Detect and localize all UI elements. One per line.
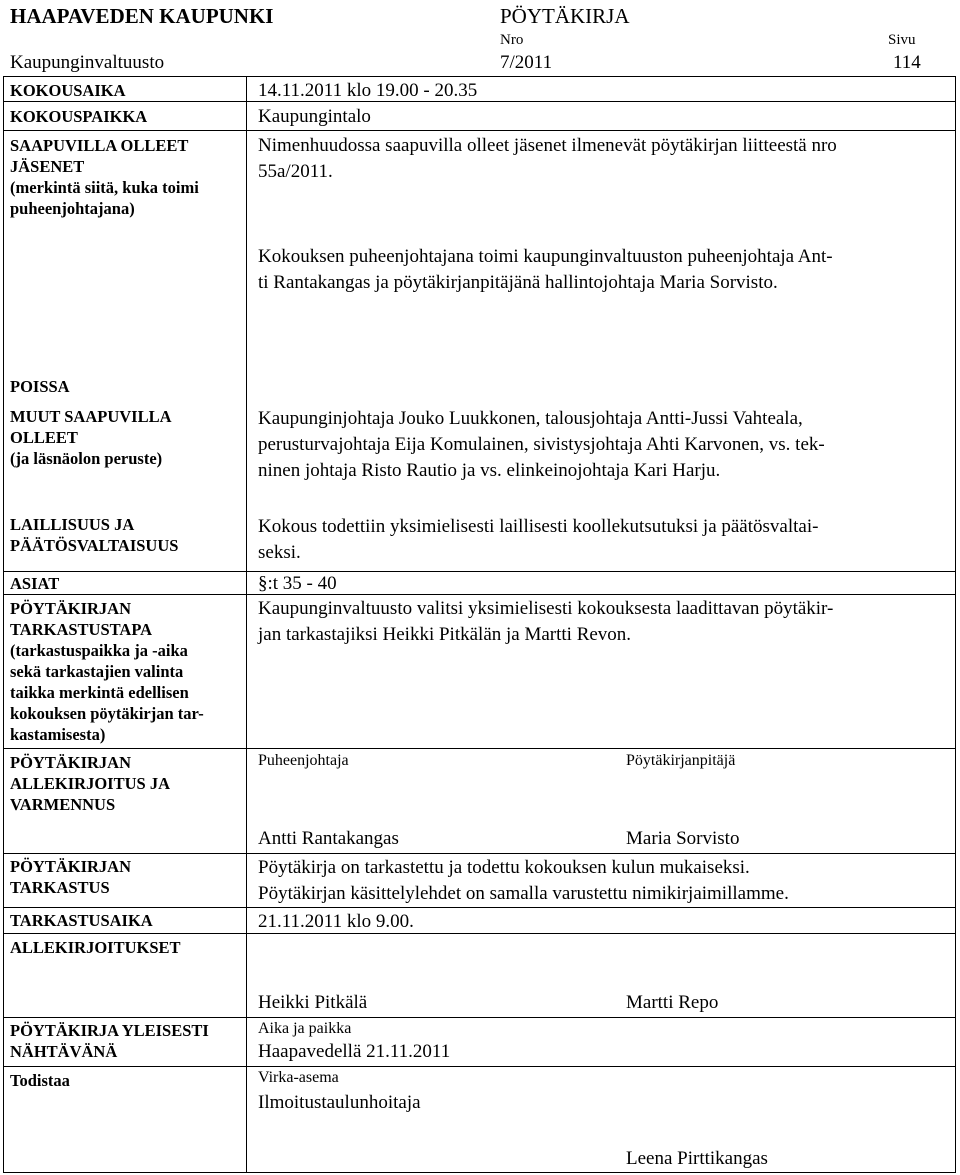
meeting-place-label: KOKOUSPAIKKA	[10, 107, 148, 126]
public-display-label	[10, 1020, 209, 1062]
review-time-value: 21.11.2011 klo 9.00.	[258, 911, 414, 932]
text-line: Kokous todettiin yksimielisesti laillisesti koollekutsutuksi ja päätösvaltai-	[258, 516, 819, 537]
nro-value: 7/2011	[500, 52, 553, 73]
review-time-label: TARKASTUSAIKA	[10, 911, 153, 930]
time-place-value: Haapavedellä 21.11.2011	[258, 1041, 451, 1062]
label-line: PÖYTÄKIRJA YLEISESTI	[10, 1021, 209, 1040]
position-value: Ilmoitustaulunhoitaja	[258, 1092, 421, 1113]
label-line: ALLEKIRJOITUS JA	[10, 774, 170, 793]
label-line: kokouksen pöytäkirjan tar-	[10, 704, 204, 723]
time-place-label: Aika ja paikka	[258, 1020, 352, 1037]
document-type: PÖYTÄKIRJA	[500, 4, 630, 28]
meeting-time-label: KOKOUSAIKA	[10, 81, 126, 100]
label-line: OLLEET	[10, 428, 78, 447]
row-divider	[3, 101, 956, 102]
row-divider	[3, 1017, 956, 1018]
row-divider	[3, 748, 956, 749]
label-line: sekä tarkastajien valinta	[10, 662, 184, 681]
text-line: 55a/2011.	[258, 161, 333, 182]
signatures-label: ALLEKIRJOITUKSET	[10, 938, 181, 957]
present-members-text	[258, 133, 837, 185]
row-divider	[3, 1066, 956, 1067]
label-line: NÄHTÄVÄNÄ	[10, 1042, 118, 1061]
secretary-name: Maria Sorvisto	[626, 828, 740, 849]
label-line: PÄÄTÖSVALTAISUUS	[10, 536, 179, 555]
label-line: VARMENNUS	[10, 795, 116, 814]
secretary-role: Pöytäkirjanpitäjä	[626, 752, 736, 769]
legality-text	[258, 514, 818, 566]
meeting-time-value: 14.11.2011 klo 19.00 - 20.35	[258, 80, 478, 101]
meeting-place-value: Kaupungintalo	[258, 106, 371, 127]
page-number: 114	[893, 52, 921, 73]
row-divider	[3, 907, 956, 908]
organization-name: HAAPAVEDEN KAUPUNKI	[10, 4, 274, 28]
certifier-name: Leena Pirttikangas	[626, 1148, 768, 1169]
page-label: Sivu	[888, 32, 916, 48]
absent-label: POISSA	[10, 377, 70, 396]
chair-text	[258, 244, 833, 296]
row-divider	[3, 571, 956, 572]
review-text	[258, 855, 789, 907]
label-line: MUUT SAAPUVILLA	[10, 407, 172, 426]
label-line: (ja läsnäolon peruste)	[10, 449, 163, 468]
row-divider	[3, 594, 956, 595]
frame-top-line	[3, 76, 956, 77]
text-line: Kaupunginjohtaja Jouko Luukkonen, talousjohtaja Antti-Jussi Vahteala,	[258, 408, 803, 429]
row-divider	[3, 853, 956, 854]
nro-label: Nro	[500, 32, 524, 48]
text-line: ti Rantakangas ja pöytäkirjanpitäjänä hallintojohtaja Maria Sorvisto.	[258, 272, 778, 293]
signature-label	[10, 752, 170, 815]
text-line: Pöytäkirjan käsittelylehdet on samalla varustettu nimikirjaimillamme.	[258, 883, 789, 904]
review-label	[10, 856, 131, 898]
label-line: kastamisesta)	[10, 725, 106, 744]
label-line: TARKASTUSTAPA	[10, 620, 153, 639]
text-line: perusturvajohtaja Eija Komulainen, sivistysjohtaja Ahti Karvonen, vs. tek-	[258, 434, 825, 455]
text-line: Nimenhuudossa saapuvilla olleet jäsenet ilmenevät pöytäkirjan liitteestä nro	[258, 135, 837, 156]
label-line: taikka merkintä edellisen	[10, 683, 189, 702]
review-method-text	[258, 596, 833, 648]
body-name: Kaupunginvaltuusto	[10, 52, 165, 73]
label-line: PÖYTÄKIRJAN	[10, 857, 132, 876]
row-divider	[3, 933, 956, 934]
label-line: SAAPUVILLA OLLEET	[10, 136, 189, 155]
row-divider	[3, 130, 956, 131]
label-line: (merkintä siitä, kuka toimi	[10, 178, 199, 197]
label-line: PÖYTÄKIRJAN	[10, 599, 132, 618]
text-line: Kaupunginvaltuusto valitsi yksimielisesti kokouksesta laadittavan pöytäkir-	[258, 598, 834, 619]
label-line: TARKASTUS	[10, 878, 110, 897]
label-line: LAILLISUUS JA	[10, 515, 135, 534]
chair-role: Puheenjohtaja	[258, 752, 349, 769]
text-line: Pöytäkirja on tarkastettu ja todettu kokouksen kulun mukaiseksi.	[258, 857, 750, 878]
legality-label	[10, 514, 178, 556]
frame-right-line	[955, 76, 956, 1172]
column-divider	[246, 76, 247, 1172]
text-line: jan tarkastajiksi Heikki Pitkälän ja Martti Revon.	[258, 624, 632, 645]
items-label: ASIAT	[10, 574, 60, 593]
position-label: Virka-asema	[258, 1069, 339, 1086]
label-line: (tarkastuspaikka ja -aika	[10, 641, 188, 660]
present-members-label	[10, 135, 199, 219]
review-method-label	[10, 598, 204, 745]
frame-left-line	[3, 76, 4, 1172]
reviewer-2-name: Martti Repo	[626, 992, 719, 1013]
reviewer-1-name: Heikki Pitkälä	[258, 992, 368, 1013]
others-present-label	[10, 406, 172, 469]
certify-label: Todistaa	[10, 1071, 70, 1090]
text-line: Kokouksen puheenjohtajana toimi kaupunginvaltuuston puheenjohtaja Ant-	[258, 246, 833, 267]
label-line: puheenjohtajana)	[10, 199, 135, 218]
items-value: §:t 35 - 40	[258, 573, 337, 594]
chair-name: Antti Rantakangas	[258, 828, 399, 849]
others-present-text	[258, 406, 825, 484]
label-line: PÖYTÄKIRJAN	[10, 753, 132, 772]
text-line: seksi.	[258, 542, 301, 563]
text-line: ninen johtaja Risto Rautio ja vs. elinkeinojohtaja Kari Harju.	[258, 460, 721, 481]
frame-bottom-line	[3, 1172, 956, 1173]
label-line: JÄSENET	[10, 157, 85, 176]
